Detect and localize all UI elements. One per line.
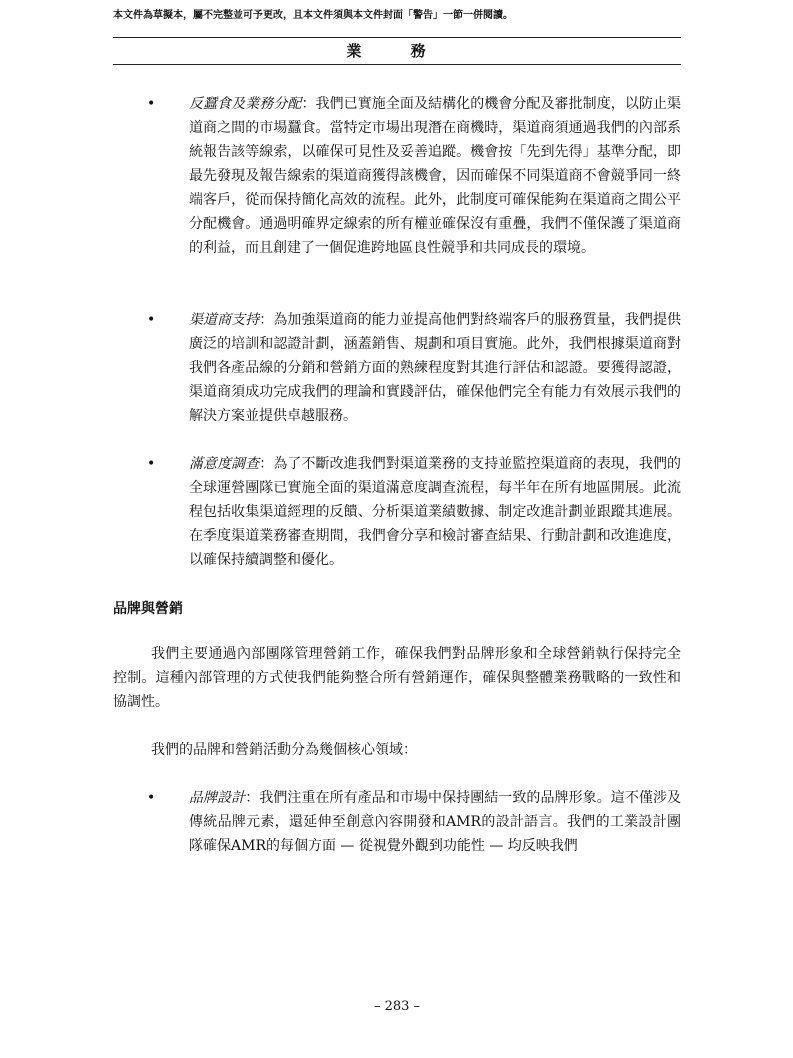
bullet-paragraph <box>189 92 681 260</box>
page-number: – 283 – <box>373 999 421 1014</box>
bullet-item-brand-design <box>113 786 681 858</box>
paragraph-core-areas-intro: 我們的品牌和營銷活動分為幾個核心領域： <box>151 742 417 758</box>
bullet-term: 反蠶食及業務分配 <box>189 96 302 112</box>
bullet-term: 渠道商支持 <box>189 312 260 328</box>
bullet-item-satisfaction-survey <box>113 452 681 572</box>
bullet-body: ：為了不斷改進我們對渠道業務的支持並監控渠道商的表現，我們的全球運營團隊已實施全面的渠道滿意度調查流程，每半年在所有地區開展。此流程包括收集渠道經理的反饋、分析渠道業績數據、制定改進計劃並跟蹤其進展。在季度渠道業務審查期間，我們會分享和檢討審查結果、行動計劃和改進進度，以確保持續調整和優化。 <box>189 456 682 568</box>
paragraph-marketing-management: 我們主要通過內部團隊管理營銷工作，確保我們對品牌形象和全球營銷執行保持完全控制。這種內部管理的方式使我們能夠整合所有營銷運作，確保與整體業務戰略的一致性和協調性。 <box>113 646 681 710</box>
section-title: 業 務 <box>346 42 448 60</box>
bullet-icon: • <box>147 96 156 112</box>
header-rule-top <box>113 37 681 38</box>
bullet-term: 滿意度調查 <box>189 456 260 472</box>
bullet-paragraph <box>189 786 681 858</box>
draft-notice: 本文件為草擬本，屬不完整並可予更改，且本文件須與本文件封面「警告」一節一併閱讀。 <box>113 10 513 21</box>
header-rule-bottom <box>113 64 681 65</box>
bullet-item-anti-cannibalization <box>113 92 681 260</box>
bullet-body: ：為加強渠道商的能力並提高他們對終端客戶的服務質量，我們提供廣泛的培訓和認證計劃，涵蓋銷售、規劃和項目實施。此外，我們根據渠道商對我們各產品線的分銷和營銷方面的熟練程度對其進行評估和認證。要獲得認證，渠道商須成功完成我們的理論和實踐評估，確保他們完全有能力有效展示我們的解決方案並提供卓越服務。 <box>189 312 682 424</box>
bullet-icon: • <box>147 456 156 472</box>
bullet-item-channel-support <box>113 308 681 428</box>
bullet-body: ：我們注重在所有產品和市場中保持團結一致的品牌形象。這不僅涉及傳統品牌元素，還延伸至創意內容開發和AMR的設計語言。我們的工業設計團隊確保AMR的每個方面 — 從視覺外觀到功能性 — 均反映我們 <box>189 790 682 854</box>
bullet-body: ：我們已實施全面及結構化的機會分配及審批制度，以防止渠道商之間的市場蠶食。當特定市場出現潛在商機時，渠道商須通過我們的內部系統報告該等線索，以確保可見性及妥善追蹤。機會按「先到先得」基準分配，即最先發現及報告線索的渠道商獲得該機會，因而確保不同渠道商不會競爭同一終端客戶，從而保持簡化高效的流程。此外，此制度可確保能夠在渠道商之間公平分配機會。通過明確界定線索的所有權並確保沒有重疊，我們不僅保護了渠道商的利益，而且創建了一個促進跨地區良性競爭和共同成長的環境。 <box>189 96 682 256</box>
bullet-icon: • <box>147 312 156 328</box>
bullet-paragraph <box>189 452 681 572</box>
sub-heading-brand-marketing: 品牌與營銷 <box>113 601 183 617</box>
bullet-term: 品牌設計 <box>189 790 246 806</box>
bullet-paragraph <box>189 308 681 428</box>
bullet-icon: • <box>147 790 156 806</box>
